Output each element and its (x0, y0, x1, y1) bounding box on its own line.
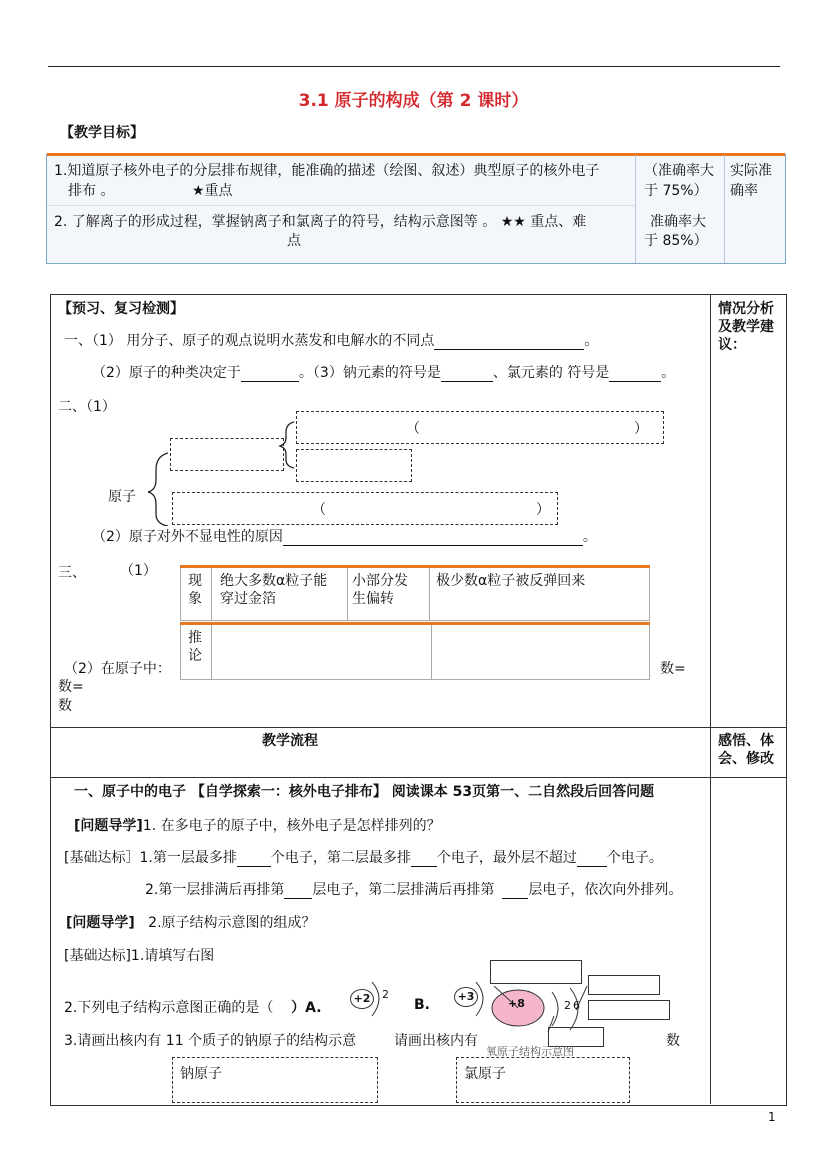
basic-question-3: [基础达标]1.请填写右图 (64, 948, 215, 964)
answer-box[interactable] (296, 411, 664, 444)
phenomenon-label-2: 象 (188, 591, 202, 607)
question-2-2 (92, 526, 597, 546)
question-3-2: （2）在原子中： (64, 661, 171, 677)
basic-text: [基础达标］1.第一层最多排 (64, 850, 237, 866)
guide-question-1 (74, 815, 441, 835)
flow-side-header-2: 会、修改 (718, 751, 774, 767)
option-b-nucleus: +3 (454, 987, 478, 1007)
diagram-caption: 氧原子结构示意图 (486, 1045, 574, 1058)
answer-blank[interactable] (284, 884, 312, 899)
answer-blank[interactable] (609, 367, 661, 382)
accent-bar (47, 153, 785, 156)
cell-divider (347, 568, 348, 620)
answer-box[interactable] (296, 449, 412, 482)
guide-label: [问题导学] (66, 915, 135, 931)
objectives-header: 【教学目标】 (60, 125, 144, 141)
shell-1 (552, 992, 558, 1026)
objective-2-line1: 2. 了解离子的形成过程，掌握钠离子和氯离子的符号，结构示意图等 。 ★★ 重点、难 (54, 214, 587, 230)
row-divider (47, 205, 637, 206)
section-divider (50, 777, 786, 778)
question-draw-tail: 数 (666, 1033, 680, 1049)
atom-label: 原子 (108, 489, 136, 505)
question-1-3-text-b: 、氯元素的 符号是 (492, 365, 610, 381)
answer-blank[interactable] (441, 367, 493, 382)
answer-blank[interactable] (237, 852, 271, 867)
answer-blank[interactable] (434, 335, 584, 350)
accent-bar (180, 622, 650, 625)
basic-text: 层电子，依次向外排列。 (528, 882, 683, 898)
side-column-divider (710, 294, 711, 1104)
objective-2-line2: 点 (287, 233, 301, 249)
paren-left: （ (312, 502, 326, 518)
flow-side-header-1: 感悟、体 (718, 733, 774, 749)
actual-rate-line1: 实际准 (730, 163, 772, 179)
answer-blank[interactable] (241, 367, 299, 382)
question-1-3-text: 。（3）钠元素的符号是 (298, 365, 441, 381)
paren-right: ） (634, 421, 648, 437)
punctuation: 。 (584, 333, 599, 349)
option-a-label: ）A. (291, 1000, 322, 1016)
objective-1-line1: 1.知道原子核外电子的分层排布规律，能准确的描述（绘图、叙述）典型原子的核外电子 (54, 163, 600, 179)
basic-text: 个电子，第二层最多排 (270, 850, 411, 866)
objective-1-mark: ★重点 (192, 183, 233, 199)
section-1-heading: 一、原子中的电子 【自学探索一：核外电子排布】 阅读课本 53页第一、二自然段后回答问题 (74, 784, 655, 800)
objective-1-line2: 排布 。 (68, 183, 115, 199)
cell-divider (431, 625, 432, 679)
question-2-1: 二、（1） (58, 399, 116, 415)
phenomenon-label-1: 现 (188, 573, 202, 589)
question-1-1-text: 一、（1） 用分子、原子的观点说明水蒸发和电解水的不同点 (64, 333, 435, 349)
answer-blank[interactable] (577, 852, 607, 867)
question-1-2 (92, 362, 675, 382)
question-3-label: 三、 (58, 565, 86, 581)
paren-right: ） (536, 502, 550, 518)
shell-2-count: 6 (573, 999, 580, 1012)
flow-header: 教学流程 (262, 733, 318, 749)
chlorine-label: 氯原子 (464, 1066, 506, 1082)
number-label: 数 (58, 698, 72, 714)
question-3-1: （1） (120, 563, 157, 579)
option-a-electrons: 2 (382, 988, 389, 1001)
objective-2-rate-line2: 于 85%） (644, 233, 708, 249)
question-2-2-text: （2）原子对外不显电性的原因 (92, 529, 283, 545)
observation-2-line2: 生偏转 (352, 591, 394, 607)
basic-text: 个电子。 (606, 850, 663, 866)
paren-left: （ (406, 421, 420, 437)
question-draw-sodium: 3.请画出核内有 11 个质子的钠原子的结构示意 (64, 1033, 357, 1049)
observation-3: 极少数α粒子被反弹回来 (436, 573, 586, 589)
option-a-nucleus: +2 (350, 989, 374, 1009)
guide-text: 1. 在多电子的原子中，核外电子是怎样排列的？ (142, 818, 441, 834)
basic-text: 层电子，第二层排满后再排第 (312, 882, 495, 898)
cell-divider (211, 625, 212, 679)
cell-divider (211, 568, 212, 620)
inference-label-1: 推 (188, 630, 202, 646)
question-1-1 (64, 330, 598, 350)
answer-blank[interactable] (502, 884, 528, 899)
section-divider (50, 727, 786, 728)
table-divider (635, 155, 636, 263)
question-text: 2.下列电子结构示意图正确的是（ (64, 1000, 274, 1016)
oxygen-diagram (490, 986, 600, 1042)
inference-table (180, 624, 650, 680)
number-equal-1: 数= (660, 661, 686, 677)
brace-diagram (146, 418, 298, 526)
guide-question-2 (66, 912, 316, 932)
observation-2-line1: 小部分发 (352, 573, 408, 589)
shell-1-count: 2 (564, 999, 571, 1012)
side-header-line1: 情况分析 (718, 301, 774, 317)
punctuation: 。 (661, 365, 676, 381)
label-box[interactable] (490, 960, 582, 984)
basic-question-2 (145, 879, 682, 899)
objective-2-rate-line1: 准确率大 (650, 214, 706, 230)
observation-1-line2: 穿过金箔 (220, 591, 276, 607)
label-box[interactable] (588, 1000, 670, 1020)
number-equal-2: 数= (58, 679, 84, 695)
nucleus-charge: +8 (508, 997, 525, 1010)
top-rule (48, 66, 780, 67)
side-header-line2: 及教学建 (718, 319, 774, 335)
punctuation: 。 (582, 529, 597, 545)
option-b-label: B. (414, 997, 430, 1013)
basic-question-1 (64, 847, 663, 867)
preview-header: 【预习、复习检测】 (58, 301, 184, 317)
observation-1-line1: 绝大多数α粒子能 (220, 573, 328, 589)
guide-label: [问题导学] (74, 818, 143, 834)
table-divider (724, 155, 725, 263)
question-1-2-text: （2）原子的种类决定于 (92, 365, 241, 381)
right-brace (280, 422, 294, 468)
side-header-line3: 议： (718, 337, 746, 353)
guide-text: 2.原子结构示意图的组成？ (148, 915, 316, 931)
cell-divider (429, 568, 430, 620)
sodium-label: 钠原子 (180, 1066, 222, 1082)
question-electron-diagram (64, 997, 322, 1017)
inference-label-2: 论 (188, 648, 202, 664)
basic-text: 个电子，最外层不超过 (436, 850, 577, 866)
answer-blank[interactable] (283, 531, 583, 546)
accent-bar (180, 565, 650, 568)
objective-1-rate-line2: 于 75%） (644, 183, 708, 199)
question-draw-chlorine: 请画出核内有 (394, 1033, 478, 1049)
answer-blank[interactable] (411, 852, 437, 867)
page-title: 3.1 原子的构成（第 2 课时） (298, 91, 529, 111)
actual-rate-line2: 确率 (730, 183, 758, 199)
objective-1-rate-line1: （准确率大 (644, 163, 714, 179)
left-brace (148, 453, 168, 526)
page-number: 1 (768, 1110, 776, 1124)
basic-text: 2.第一层排满后再排第 (145, 882, 285, 898)
